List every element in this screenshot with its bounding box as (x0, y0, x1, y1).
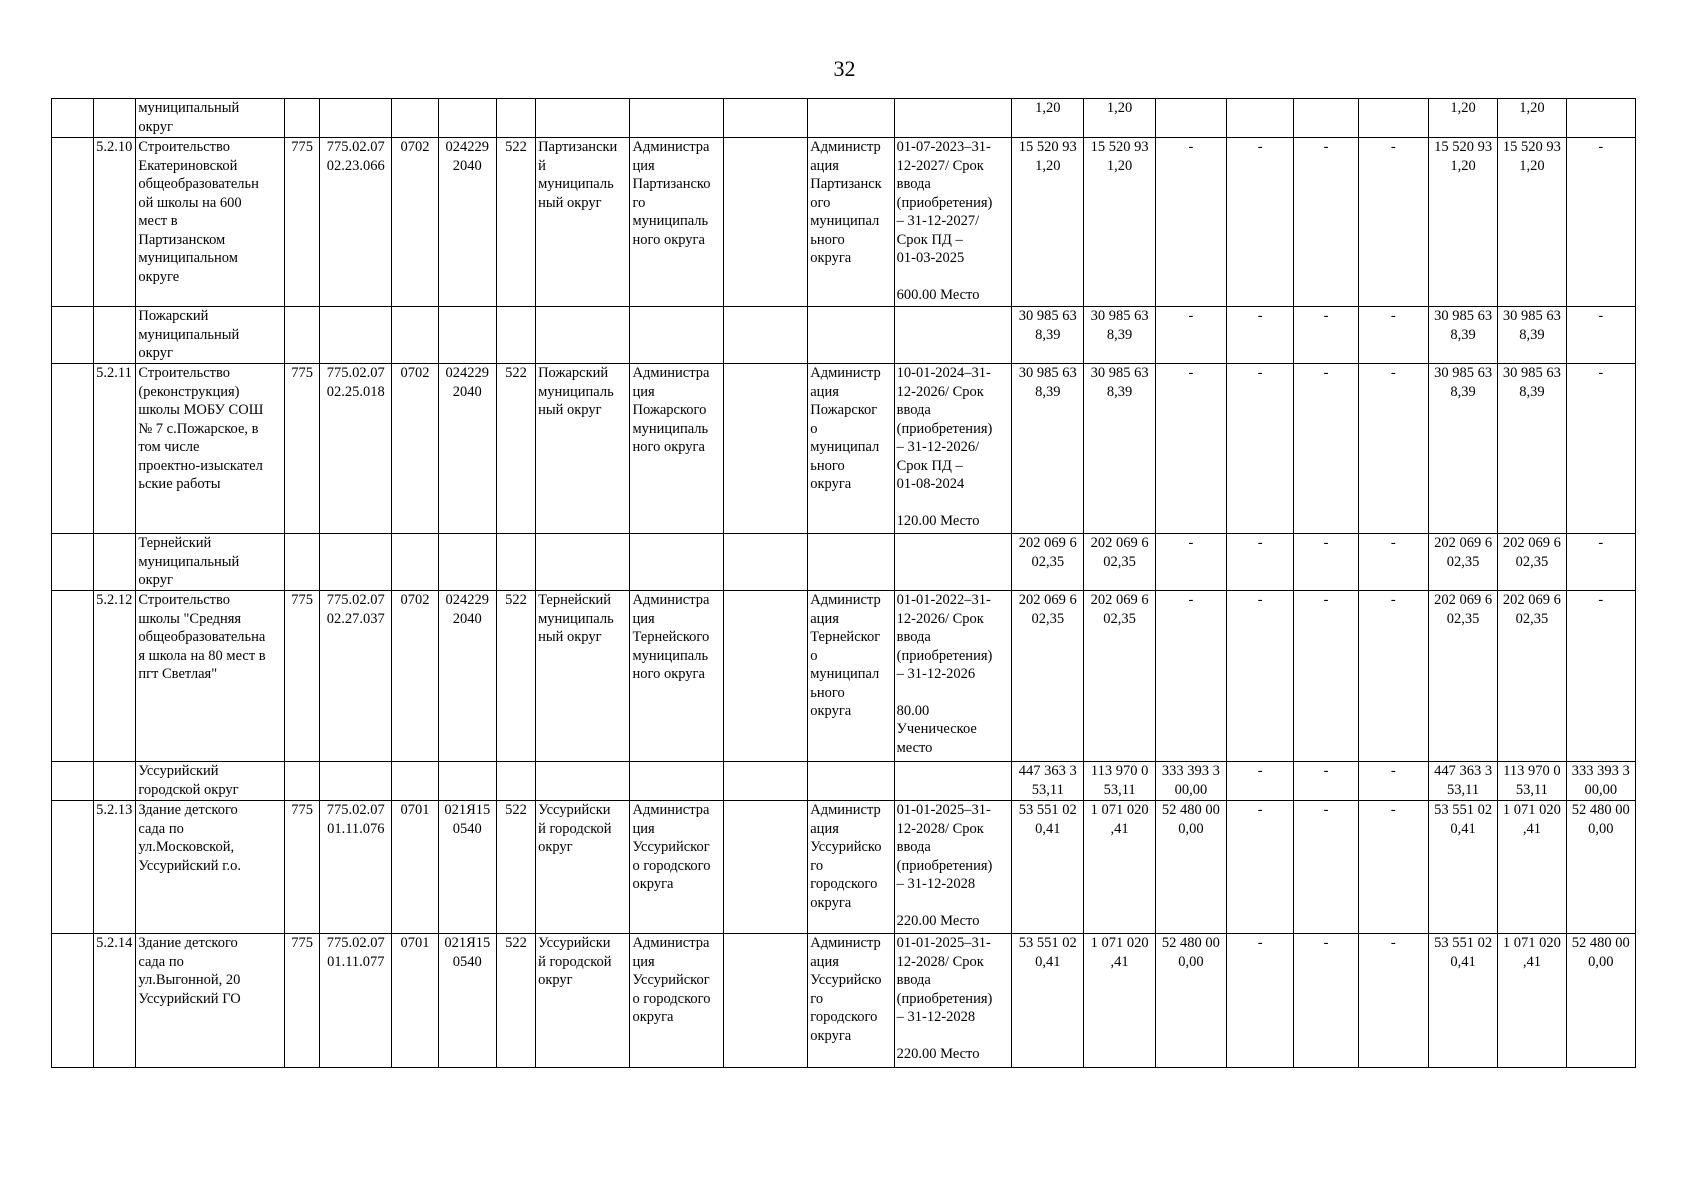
territory: Уссурийски й городской округ (538, 802, 612, 855)
section-code: 0702 (400, 592, 430, 608)
amount-regional-2: 1 071 020 ,41 (1502, 935, 1561, 970)
amount-total-2: 202 069 6 02,35 (1434, 592, 1493, 627)
territory: Партизански й муниципаль ный округ (538, 139, 618, 211)
table-row-item (52, 934, 1636, 1068)
table-row-group (52, 99, 1636, 138)
executor: Администр ация Тернейског о муниципал ьного округа (810, 592, 881, 719)
amount-regional: 15 520 93 1,20 (1090, 139, 1149, 174)
amount-total: 447 363 3 53,11 (1018, 763, 1077, 798)
amount-federal: - (1188, 535, 1194, 551)
amount-extra: - (1390, 308, 1396, 324)
object-code: 775.02.07 02.27.037 (326, 592, 385, 627)
amount-regional-2: 202 069 6 02,35 (1502, 535, 1561, 570)
amount-federal: - (1188, 308, 1194, 324)
amount-other: - (1323, 592, 1329, 608)
capacity: 220.00 Место (896, 912, 980, 929)
amount-total: 1,20 (1035, 100, 1061, 116)
table-body (52, 99, 1636, 1068)
amount-extra: - (1390, 139, 1396, 155)
object-name: Здание детского сада по ул.Московской, Уссурийский г.о. (138, 802, 242, 874)
amount-regional: 202 069 6 02,35 (1090, 592, 1149, 627)
object-name: Строительство Екатериновской общеобразовательн ой школы на 600 мест в Партизанском муниципальном округе (138, 139, 259, 285)
grbs-code: 775 (291, 592, 313, 608)
capacity: 120.00 Место (896, 512, 980, 529)
object-code: 775.02.07 02.25.018 (326, 365, 385, 400)
executor: Администр ация Уссурийско го городского округа (810, 802, 882, 911)
grbs-code: 775 (291, 935, 313, 951)
amount-regional: 1,20 (1106, 100, 1133, 116)
amount-regional-2: 30 985 63 8,39 (1502, 308, 1561, 343)
amount-extra: - (1390, 592, 1396, 608)
customer: Администра ция Тернейского муниципаль ного округа (632, 592, 710, 682)
group-name: муниципальный округ (138, 100, 240, 135)
terms: 01-07-2023–31- 12-2027/ Срок ввода (приобретения) – 31-12-2027/ Срок ПД – 01-03-2025 (896, 139, 993, 266)
amount-regional-2: 30 985 63 8,39 (1502, 365, 1561, 400)
item-number: 5.2.10 (96, 139, 133, 155)
amount-total-2: 202 069 6 02,35 (1434, 535, 1493, 570)
item-number: 5.2.11 (96, 365, 132, 381)
amount-other: - (1323, 935, 1329, 951)
group-name: Пожарский муниципальный округ (138, 308, 240, 361)
target-article: 024229 2040 (445, 139, 490, 174)
capacity: 80.00 Ученическое место (896, 702, 977, 756)
table-row-group (52, 307, 1636, 364)
amount-regional: 30 985 63 8,39 (1090, 308, 1149, 343)
amount-total: 202 069 6 02,35 (1018, 592, 1077, 627)
object-code: 775.02.07 01.11.077 (326, 935, 385, 970)
capacity: 220.00 Место (896, 1045, 980, 1062)
amount-extra: - (1390, 802, 1396, 818)
target-article: 021Я15 0540 (444, 935, 491, 970)
item-number: 5.2.13 (96, 802, 133, 818)
grbs-code: 775 (291, 802, 313, 818)
table-row-item (52, 138, 1636, 307)
territory: Уссурийски й городской округ (538, 935, 612, 988)
amount-regional-2: 15 520 93 1,20 (1502, 139, 1561, 174)
terms: 01-01-2022–31- 12-2026/ Срок ввода (приобретения) – 31-12-2026 (896, 592, 993, 682)
group-name: Тернейский муниципальный округ (138, 535, 240, 588)
amount-federal: - (1188, 365, 1194, 381)
expense-type: 522 (505, 802, 527, 818)
object-code: 775.02.07 02.23.066 (326, 139, 385, 174)
amount-local: - (1257, 365, 1263, 381)
section-code: 0702 (400, 139, 430, 155)
amount-federal: - (1188, 592, 1194, 608)
item-number: 5.2.14 (96, 935, 133, 951)
amount-other: - (1323, 308, 1329, 324)
amount-regional-2: 1 071 020 ,41 (1502, 802, 1561, 837)
expense-type: 522 (505, 365, 527, 381)
target-article: 021Я15 0540 (444, 802, 491, 837)
territory: Тернейский муниципаль ный округ (538, 592, 614, 645)
amount-total: 53 551 02 0,41 (1018, 935, 1077, 970)
amount-extra: - (1390, 763, 1396, 779)
amount-federal-2: - (1598, 592, 1604, 608)
expense-type: 522 (505, 935, 527, 951)
amount-total-2: 30 985 63 8,39 (1434, 308, 1493, 343)
object-name: Строительство (реконструкция) школы МОБУ СОШ № 7 с.Пожарское, в том числе проектно-изыскател ьские работы (138, 365, 264, 492)
customer: Администра ция Пожарского муниципаль ного округа (632, 365, 710, 455)
amount-regional: 1 071 020 ,41 (1090, 935, 1149, 970)
section-code: 0701 (400, 935, 430, 951)
customer: Администра ция Уссурийског о городского округа (632, 802, 711, 892)
page-number: 32 (833, 56, 856, 81)
amount-total-2: 15 520 93 1,20 (1434, 139, 1493, 174)
terms: 10-01-2024–31- 12-2026/ Срок ввода (приобретения) – 31-12-2026/ Срок ПД – 01-08-2024 (896, 365, 993, 492)
amount-other: - (1323, 802, 1329, 818)
amount-total-2: 1,20 (1450, 100, 1476, 116)
amount-regional-2: 113 970 0 53,11 (1503, 763, 1561, 798)
amount-federal-2: - (1598, 535, 1604, 551)
amount-federal-2: 52 480 00 0,00 (1571, 935, 1630, 970)
amount-total-2: 53 551 02 0,41 (1434, 802, 1493, 837)
amount-total: 15 520 93 1,20 (1018, 139, 1077, 174)
item-number: 5.2.12 (96, 592, 133, 608)
expense-type: 522 (505, 592, 527, 608)
amount-total-2: 53 551 02 0,41 (1434, 935, 1493, 970)
amount-other: - (1323, 763, 1329, 779)
amount-federal-2: - (1598, 139, 1604, 155)
amount-regional: 30 985 63 8,39 (1090, 365, 1149, 400)
amount-federal: 52 480 00 0,00 (1161, 802, 1220, 837)
amount-total-2: 447 363 3 53,11 (1434, 763, 1493, 798)
amount-regional-2: 1,20 (1519, 100, 1545, 116)
table-row-group (52, 762, 1636, 801)
amount-federal: 52 480 00 0,00 (1161, 935, 1220, 970)
amount-local: - (1257, 763, 1263, 779)
investment-objects-table (51, 98, 1636, 1068)
amount-local: - (1257, 802, 1263, 818)
amount-federal: - (1188, 139, 1194, 155)
amount-federal-2: - (1598, 365, 1604, 381)
amount-total: 53 551 02 0,41 (1018, 802, 1077, 837)
grbs-code: 775 (291, 365, 313, 381)
object-name: Строительство школы "Средняя общеобразовательна я школа на 80 мест в пгт Светлая" (138, 592, 266, 682)
amount-regional-2: 202 069 6 02,35 (1502, 592, 1561, 627)
amount-regional: 113 970 0 53,11 (1090, 763, 1149, 798)
terms: 01-01-2025–31- 12-2028/ Срок ввода (приобретения) – 31-12-2028 (896, 802, 993, 892)
table-row-item (52, 364, 1636, 534)
grbs-code: 775 (291, 139, 313, 155)
amount-regional: 1 071 020 ,41 (1090, 802, 1149, 837)
object-code: 775.02.07 01.11.076 (326, 802, 385, 837)
section-code: 0702 (400, 365, 430, 381)
amount-local: - (1257, 535, 1263, 551)
amount-regional: 202 069 6 02,35 (1090, 535, 1149, 570)
amount-local: - (1257, 308, 1263, 324)
section-code: 0701 (400, 802, 430, 818)
amount-federal-2: 52 480 00 0,00 (1571, 802, 1630, 837)
executor: Администр ация Пожарског о муниципал ьного округа (810, 365, 881, 492)
expense-type: 522 (505, 139, 527, 155)
table-row-item (52, 591, 1636, 762)
amount-extra: - (1390, 365, 1396, 381)
amount-extra: - (1390, 935, 1396, 951)
amount-federal: 333 393 3 00,00 (1161, 763, 1220, 798)
executor: Администр ация Уссурийско го городского округа (810, 935, 882, 1044)
territory: Пожарский муниципаль ный округ (538, 365, 614, 418)
customer: Администра ция Уссурийског о городского округа (632, 935, 711, 1025)
object-name: Здание детского сада по ул.Выгонной, 20 Уссурийский ГО (138, 935, 241, 1007)
amount-other: - (1323, 535, 1329, 551)
amount-local: - (1257, 139, 1263, 155)
amount-total: 30 985 63 8,39 (1018, 365, 1077, 400)
amount-total: 30 985 63 8,39 (1018, 308, 1077, 343)
amount-federal-2: - (1598, 308, 1604, 324)
table-row-group (52, 534, 1636, 591)
amount-federal-2: 333 393 3 00,00 (1571, 763, 1630, 798)
amount-other: - (1323, 365, 1329, 381)
amount-total-2: 30 985 63 8,39 (1434, 365, 1493, 400)
terms: 01-01-2025–31- 12-2028/ Срок ввода (приобретения) – 31-12-2028 (896, 935, 993, 1025)
executor: Администр ация Партизанск ого муниципал ьного округа (810, 139, 882, 266)
amount-total: 202 069 6 02,35 (1018, 535, 1077, 570)
amount-extra: - (1390, 535, 1396, 551)
capacity: 600.00 Место (896, 286, 980, 303)
amount-local: - (1257, 592, 1263, 608)
target-article: 024229 2040 (445, 592, 490, 627)
amount-other: - (1323, 139, 1329, 155)
table-row-item (52, 801, 1636, 934)
amount-local: - (1257, 935, 1263, 951)
group-name: Уссурийский городской округ (138, 763, 239, 798)
target-article: 024229 2040 (445, 365, 490, 400)
customer: Администра ция Партизанско го муниципаль ного округа (632, 139, 711, 248)
